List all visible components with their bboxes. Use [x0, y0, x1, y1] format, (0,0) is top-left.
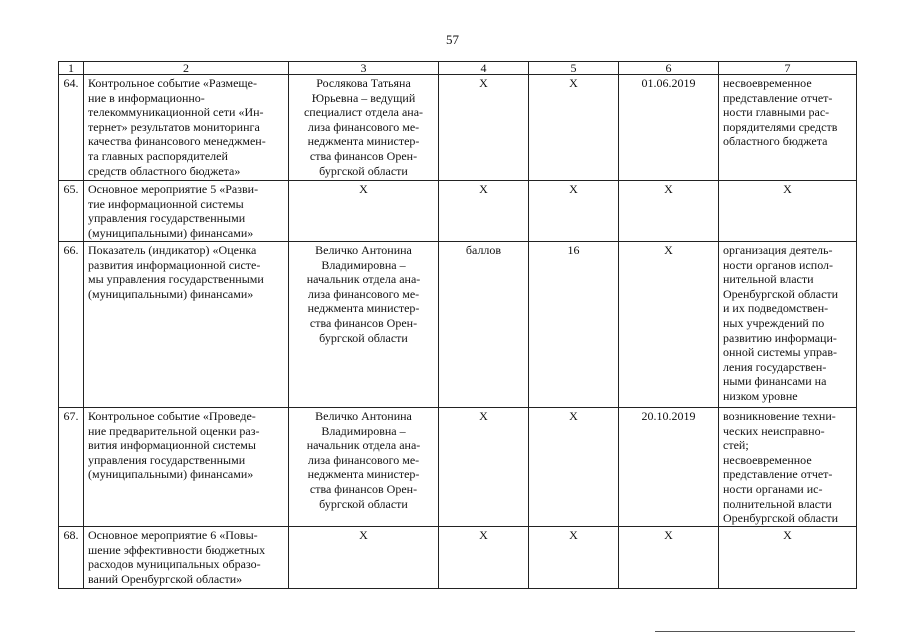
- cell-line: тие информационной системы: [88, 196, 244, 211]
- cell-line: ние в информационно-: [88, 90, 205, 105]
- responsible-person: [289, 242, 439, 408]
- cell-line: нительной власти: [723, 272, 814, 287]
- unit-cell: Х: [439, 527, 529, 589]
- risk-cell: [719, 242, 857, 408]
- row-number: 65.: [59, 181, 84, 242]
- event-name: [84, 408, 289, 527]
- header-cell: 5: [529, 62, 619, 75]
- cell-line: бургской области: [319, 163, 408, 178]
- cell-line: Оренбургской области: [723, 286, 839, 301]
- unit-cell: Х: [439, 75, 529, 181]
- date-cell: Х: [619, 181, 719, 242]
- cell-line: возникновение техни-: [723, 409, 836, 423]
- value-cell: Х: [529, 181, 619, 242]
- table-row: [59, 527, 857, 589]
- unit-cell: Х: [439, 181, 529, 242]
- responsible-person: [289, 75, 439, 181]
- event-name: [84, 527, 289, 589]
- cell-line: развития информационной систе-: [88, 257, 261, 272]
- cell-line: Оренбургской области: [723, 511, 839, 526]
- cell-line: ческих неисправно-: [723, 423, 825, 438]
- cell-line: развитию информаци-: [723, 330, 837, 345]
- unit-cell: баллов: [439, 242, 529, 408]
- row-number: 68.: [59, 527, 84, 589]
- cell-line: лиза финансового ме-: [307, 452, 420, 467]
- cell-line: Владимировна –: [321, 257, 406, 272]
- cell-line: (муниципальными) финансами»: [88, 286, 254, 301]
- cell-line: та главных распорядителей: [88, 148, 228, 163]
- cell-line: ства финансов Орен-: [309, 481, 418, 496]
- header-cell: 4: [439, 62, 529, 75]
- date-cell: Х: [619, 242, 719, 408]
- table-row: [59, 181, 857, 242]
- cell-line: Х: [783, 528, 792, 542]
- cell-line: Основное мероприятие 6 «Повы-: [88, 528, 258, 542]
- header-cell: 7: [719, 62, 857, 75]
- cell-line: Владимировна –: [321, 423, 406, 438]
- cell-line: ных учреждений по: [723, 315, 825, 330]
- cell-line: Величко Антонина: [315, 243, 412, 257]
- value-cell: Х: [529, 408, 619, 527]
- cell-line: лиза финансового ме-: [307, 119, 420, 134]
- cell-line: областного бюджета: [723, 134, 828, 149]
- cell-line: (муниципальными) финансами»: [88, 467, 254, 482]
- cell-line: онной системы управ-: [723, 345, 837, 360]
- cell-line: низком уровне: [723, 388, 798, 403]
- plan-table: [58, 61, 857, 589]
- cell-line: Юрьевна – ведущий: [311, 90, 416, 105]
- cell-line: управления государственными: [88, 452, 246, 467]
- cell-line: порядителями средств: [723, 119, 838, 134]
- cell-line: лиза финансового ме-: [307, 286, 420, 301]
- cell-line: тернет» результатов мониторинга: [88, 119, 260, 134]
- cell-line: Контрольное событие «Проведе-: [88, 409, 256, 423]
- event-name: [84, 181, 289, 242]
- cell-line: несвоевременное: [723, 452, 812, 467]
- cell-line: Основное мероприятие 5 «Разви-: [88, 182, 259, 196]
- cell-line: ваний Оренбургской области»: [88, 571, 243, 586]
- cell-line: организация деятель-: [723, 243, 833, 257]
- cell-line: Рослякова Татьяна: [316, 76, 411, 90]
- cell-line: бургской области: [319, 496, 408, 511]
- table-row: [59, 242, 857, 408]
- header-cell: 1: [59, 62, 84, 75]
- cell-line: стей;: [723, 438, 749, 453]
- cell-line: ности органами ис-: [723, 481, 823, 496]
- cell-line: неджмента министер-: [307, 134, 420, 149]
- cell-line: ления государствен-: [723, 359, 827, 374]
- cell-line: телекоммуникационной сети «Ин-: [88, 105, 264, 120]
- event-name: [84, 242, 289, 408]
- row-number: 64.: [59, 75, 84, 181]
- cell-line: ние предварительной оценки раз-: [88, 423, 260, 438]
- cell-line: и их подведомствен-: [723, 301, 829, 316]
- event-name: [84, 75, 289, 181]
- header-cell: 3: [289, 62, 439, 75]
- cell-line: мы управления государственными: [88, 272, 264, 287]
- unit-cell: Х: [439, 408, 529, 527]
- cell-line: качества финансового менеджмен-: [88, 134, 266, 149]
- header-cell: 6: [619, 62, 719, 75]
- cell-line: ности главными рас-: [723, 105, 830, 120]
- cell-line: ности органов испол-: [723, 257, 834, 272]
- responsible-person: [289, 527, 439, 589]
- risk-cell: [719, 181, 857, 242]
- row-number: 66.: [59, 242, 84, 408]
- cell-line: управления государственными: [88, 211, 246, 226]
- date-cell: 01.06.2019: [619, 75, 719, 181]
- cell-line: средств областного бюджета»: [88, 163, 241, 178]
- cell-line: неджмента министер-: [307, 301, 420, 316]
- table-row: [59, 75, 857, 181]
- value-cell: 16: [529, 242, 619, 408]
- bottom-divider: [655, 631, 855, 632]
- cell-line: ными финансами на: [723, 374, 827, 389]
- cell-line: Х: [359, 182, 368, 196]
- cell-line: ства финансов Орен-: [309, 148, 418, 163]
- responsible-person: [289, 181, 439, 242]
- risk-cell: [719, 408, 857, 527]
- cell-line: несвоевременное: [723, 76, 812, 90]
- header-row: [59, 62, 857, 75]
- value-cell: Х: [529, 75, 619, 181]
- risk-cell: [719, 75, 857, 181]
- cell-line: полнительной власти: [723, 496, 832, 511]
- date-cell: 20.10.2019: [619, 408, 719, 527]
- cell-line: вития информационной системы: [88, 438, 256, 453]
- risk-cell: [719, 527, 857, 589]
- cell-line: неджмента министер-: [307, 467, 420, 482]
- responsible-person: [289, 408, 439, 527]
- cell-line: (муниципальными) финансами»: [88, 225, 254, 240]
- cell-line: шение эффективности бюджетных: [88, 542, 266, 557]
- cell-line: бургской области: [319, 330, 408, 345]
- cell-line: Х: [783, 182, 792, 196]
- cell-line: начальник отдела ана-: [306, 272, 421, 287]
- cell-line: Показатель (индикатор) «Оценка: [88, 243, 257, 257]
- table-row: [59, 408, 857, 527]
- cell-line: Величко Антонина: [315, 409, 412, 423]
- row-number: 67.: [59, 408, 84, 527]
- cell-line: специалист отдела ана-: [303, 105, 424, 120]
- value-cell: Х: [529, 527, 619, 589]
- date-cell: Х: [619, 527, 719, 589]
- cell-line: Контрольное событие «Размеще-: [88, 76, 257, 90]
- cell-line: представление отчет-: [723, 467, 833, 482]
- cell-line: начальник отдела ана-: [306, 438, 421, 453]
- page-number: 57: [446, 32, 459, 47]
- cell-line: Х: [359, 528, 368, 542]
- cell-line: ства финансов Орен-: [309, 315, 418, 330]
- cell-line: представление отчет-: [723, 90, 833, 105]
- cell-line: расходов муниципальных образо-: [88, 557, 261, 572]
- header-cell: 2: [84, 62, 289, 75]
